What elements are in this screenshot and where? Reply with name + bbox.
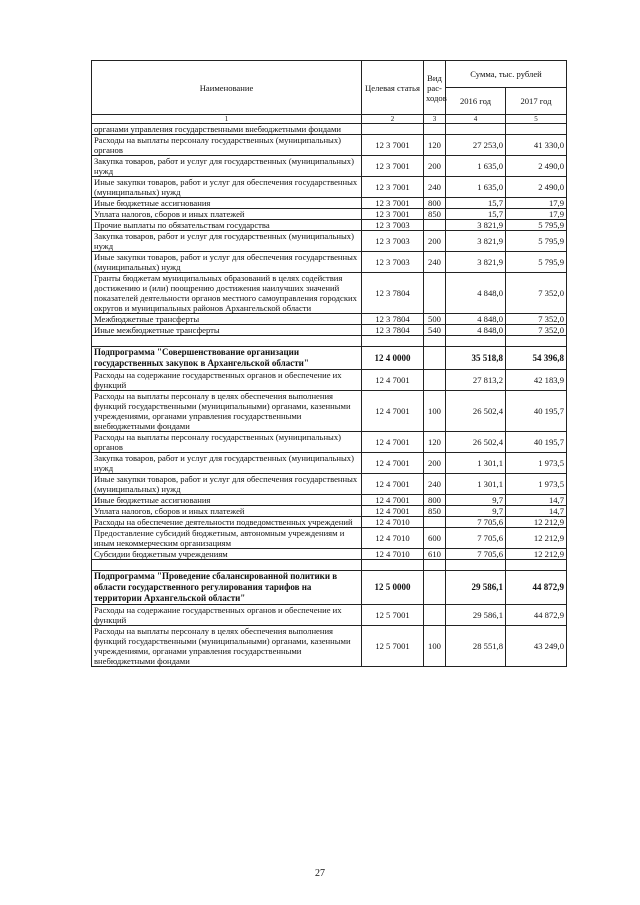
empty-cell bbox=[446, 336, 506, 347]
amount-2016-cell: 1 635,0 bbox=[446, 156, 506, 177]
target-article-cell: 12 4 7010 bbox=[362, 528, 424, 549]
table-body bbox=[92, 124, 567, 667]
amount-2016-cell: 4 848,0 bbox=[446, 325, 506, 336]
target-article-cell: 12 4 7001 bbox=[362, 432, 424, 453]
target-article-cell: 12 4 0000 bbox=[362, 347, 424, 370]
expense-type-cell: 240 bbox=[424, 474, 446, 495]
amount-2017-cell: 1 973,5 bbox=[506, 453, 567, 474]
item-name-cell: Расходы на выплаты персоналу государственных (муниципальных) органов bbox=[92, 135, 362, 156]
amount-2017-cell: 42 183,9 bbox=[506, 370, 567, 391]
target-article-cell: 12 5 7001 bbox=[362, 626, 424, 667]
header-row bbox=[92, 61, 567, 88]
expense-type-cell bbox=[424, 124, 446, 135]
empty-cell bbox=[446, 560, 506, 571]
target-article-cell: 12 3 7804 bbox=[362, 325, 424, 336]
item-name-cell: Иные бюджетные ассигнования bbox=[92, 198, 362, 209]
column-number: 2 bbox=[362, 115, 424, 124]
table-row bbox=[92, 273, 567, 314]
amount-2016-cell: 15,7 bbox=[446, 209, 506, 220]
expense-type-cell: 600 bbox=[424, 528, 446, 549]
spacer-row bbox=[92, 560, 567, 571]
amount-2016-cell: 3 821,9 bbox=[446, 231, 506, 252]
amount-2017-cell: 44 872,9 bbox=[506, 571, 567, 605]
amount-2016-cell: 26 502,4 bbox=[446, 432, 506, 453]
amount-2017-cell: 40 195,7 bbox=[506, 432, 567, 453]
expense-type-cell: 850 bbox=[424, 209, 446, 220]
item-name-cell: Расходы на обеспечение деятельности подведомственных учреждений bbox=[92, 517, 362, 528]
amount-2016-cell: 3 821,9 bbox=[446, 220, 506, 231]
table-row bbox=[92, 495, 567, 506]
item-name-cell: Закупка товаров, работ и услуг для государственных (муниципальных) нужд bbox=[92, 453, 362, 474]
amount-2017-cell: 12 212,9 bbox=[506, 517, 567, 528]
amount-2017-cell: 54 396,8 bbox=[506, 347, 567, 370]
target-article-cell: 12 3 7804 bbox=[362, 314, 424, 325]
amount-2017-cell: 5 795,9 bbox=[506, 231, 567, 252]
expense-type-cell: 500 bbox=[424, 314, 446, 325]
amount-2017-cell: 14,7 bbox=[506, 506, 567, 517]
column-number: 1 bbox=[92, 115, 362, 124]
empty-cell bbox=[506, 560, 567, 571]
amount-2016-cell: 27 253,0 bbox=[446, 135, 506, 156]
expense-type-cell bbox=[424, 347, 446, 370]
amount-2017-cell: 7 352,0 bbox=[506, 314, 567, 325]
empty-cell bbox=[424, 336, 446, 347]
table-row bbox=[92, 474, 567, 495]
item-name-cell: Расходы на выплаты персоналу в целях обеспечения выполнения функций государственными (муниципальными) органами, казенными учреждениями, органами управления государственными внебюджетными фондами bbox=[92, 391, 362, 432]
expense-type-cell: 850 bbox=[424, 506, 446, 517]
item-name-cell: Расходы на выплаты персоналу в целях обеспечения выполнения функций государственными (муниципальными) органами, казенными учреждениями, органами управления государственными внебюджетными фондами bbox=[92, 626, 362, 667]
amount-2016-cell: 27 813,2 bbox=[446, 370, 506, 391]
budget-table bbox=[91, 60, 567, 667]
item-name-cell: Предоставление субсидий бюджетным, автономным учреждениям и иным некоммерческим организациям bbox=[92, 528, 362, 549]
amount-2017-cell: 12 212,9 bbox=[506, 528, 567, 549]
table-row bbox=[92, 252, 567, 273]
header-expense-type: Вид рас-ходов bbox=[424, 61, 446, 115]
amount-2017-cell: 5 795,9 bbox=[506, 252, 567, 273]
target-article-cell: 12 4 7010 bbox=[362, 549, 424, 560]
amount-2016-cell bbox=[446, 124, 506, 135]
target-article-cell: 12 5 0000 bbox=[362, 571, 424, 605]
amount-2017-cell: 12 212,9 bbox=[506, 549, 567, 560]
empty-cell bbox=[506, 336, 567, 347]
target-article-cell: 12 4 7001 bbox=[362, 474, 424, 495]
target-article-cell: 12 3 7003 bbox=[362, 252, 424, 273]
expense-type-cell: 240 bbox=[424, 252, 446, 273]
table-row bbox=[92, 325, 567, 336]
target-article-cell: 12 4 7001 bbox=[362, 391, 424, 432]
item-name-cell: Закупка товаров, работ и услуг для государственных (муниципальных) нужд bbox=[92, 231, 362, 252]
amount-2016-cell: 15,7 bbox=[446, 198, 506, 209]
amount-2017-cell: 2 490,0 bbox=[506, 156, 567, 177]
amount-2016-cell: 4 848,0 bbox=[446, 314, 506, 325]
target-article-cell: 12 3 7804 bbox=[362, 273, 424, 314]
amount-2017-cell: 17,9 bbox=[506, 198, 567, 209]
item-name-cell: Подпрограмма "Проведение сбалансированной политики в области государственного регулирования тарифов на территории Архангельской области" bbox=[92, 571, 362, 605]
item-name-cell: Гранты бюджетам муниципальных образований в целях содействия достижению и (или) поощрению достижения наилучших значений показателей деятельности органов местного самоуправления городских округов и муниципальных районов Архангельской области bbox=[92, 273, 362, 314]
amount-2016-cell: 29 586,1 bbox=[446, 571, 506, 605]
target-article-cell: 12 3 7001 bbox=[362, 135, 424, 156]
expense-type-cell: 610 bbox=[424, 549, 446, 560]
item-name-cell: Закупка товаров, работ и услуг для государственных (муниципальных) нужд bbox=[92, 156, 362, 177]
target-article-cell: 12 3 7003 bbox=[362, 220, 424, 231]
spacer-row bbox=[92, 336, 567, 347]
target-article-cell: 12 5 7001 bbox=[362, 605, 424, 626]
expense-type-cell: 240 bbox=[424, 177, 446, 198]
table-row bbox=[92, 124, 567, 135]
item-name-cell: Расходы на содержание государственных органов и обеспечение их функций bbox=[92, 605, 362, 626]
table-row bbox=[92, 209, 567, 220]
item-name-cell: Расходы на выплаты персоналу государственных (муниципальных) органов bbox=[92, 432, 362, 453]
empty-cell bbox=[362, 560, 424, 571]
empty-cell bbox=[424, 560, 446, 571]
item-name-cell: Иные закупки товаров, работ и услуг для обеспечения государственных (муниципальных) нужд bbox=[92, 252, 362, 273]
amount-2016-cell: 7 705,6 bbox=[446, 517, 506, 528]
table-row bbox=[92, 177, 567, 198]
column-number: 3 bbox=[424, 115, 446, 124]
target-article-cell: 12 4 7001 bbox=[362, 453, 424, 474]
item-name-cell: Прочие выплаты по обязательствам государства bbox=[92, 220, 362, 231]
amount-2016-cell: 35 518,8 bbox=[446, 347, 506, 370]
target-article-cell bbox=[362, 124, 424, 135]
item-name-cell: Иные межбюджетные трансферты bbox=[92, 325, 362, 336]
item-name-cell: Субсидии бюджетным учреждениям bbox=[92, 549, 362, 560]
target-article-cell: 12 3 7001 bbox=[362, 209, 424, 220]
table-row bbox=[92, 528, 567, 549]
item-name-cell: Межбюджетные трансферты bbox=[92, 314, 362, 325]
amount-2016-cell: 4 848,0 bbox=[446, 273, 506, 314]
empty-cell bbox=[362, 336, 424, 347]
expense-type-cell: 100 bbox=[424, 391, 446, 432]
target-article-cell: 12 3 7003 bbox=[362, 231, 424, 252]
table-row bbox=[92, 453, 567, 474]
target-article-cell: 12 4 7001 bbox=[362, 495, 424, 506]
amount-2016-cell: 29 586,1 bbox=[446, 605, 506, 626]
amount-2017-cell: 5 795,9 bbox=[506, 220, 567, 231]
table-row bbox=[92, 605, 567, 626]
header-target-article: Целевая статья bbox=[362, 61, 424, 115]
expense-type-cell: 200 bbox=[424, 156, 446, 177]
expense-type-cell bbox=[424, 571, 446, 605]
expense-type-cell: 120 bbox=[424, 135, 446, 156]
subprogram-row bbox=[92, 347, 567, 370]
amount-2017-cell: 1 973,5 bbox=[506, 474, 567, 495]
amount-2017-cell: 14,7 bbox=[506, 495, 567, 506]
subprogram-row bbox=[92, 571, 567, 605]
expense-type-cell bbox=[424, 517, 446, 528]
item-name-cell: органами управления государственными внебюджетными фондами bbox=[92, 124, 362, 135]
expense-type-cell: 100 bbox=[424, 626, 446, 667]
column-numbers-row bbox=[92, 115, 567, 124]
column-number: 5 bbox=[506, 115, 567, 124]
amount-2017-cell: 40 195,7 bbox=[506, 391, 567, 432]
expense-type-cell: 120 bbox=[424, 432, 446, 453]
amount-2016-cell: 7 705,6 bbox=[446, 528, 506, 549]
amount-2017-cell: 2 490,0 bbox=[506, 177, 567, 198]
amount-2016-cell: 26 502,4 bbox=[446, 391, 506, 432]
target-article-cell: 12 4 7010 bbox=[362, 517, 424, 528]
expense-type-cell: 200 bbox=[424, 231, 446, 252]
table-row bbox=[92, 314, 567, 325]
table-row bbox=[92, 198, 567, 209]
amount-2017-cell: 44 872,9 bbox=[506, 605, 567, 626]
table-row bbox=[92, 517, 567, 528]
amount-2017-cell: 7 352,0 bbox=[506, 325, 567, 336]
amount-2016-cell: 28 551,8 bbox=[446, 626, 506, 667]
amount-2016-cell: 1 301,1 bbox=[446, 474, 506, 495]
expense-type-cell bbox=[424, 605, 446, 626]
amount-2016-cell: 1 635,0 bbox=[446, 177, 506, 198]
item-name-cell: Иные закупки товаров, работ и услуг для обеспечения государственных (муниципальных) нужд bbox=[92, 177, 362, 198]
amount-2016-cell: 7 705,6 bbox=[446, 549, 506, 560]
header-sum: Сумма, тыс. рублей bbox=[446, 61, 567, 88]
amount-2017-cell: 17,9 bbox=[506, 209, 567, 220]
empty-cell bbox=[92, 560, 362, 571]
amount-2016-cell: 1 301,1 bbox=[446, 453, 506, 474]
header-name: Наименование bbox=[92, 61, 362, 115]
table-row bbox=[92, 156, 567, 177]
table-row bbox=[92, 135, 567, 156]
target-article-cell: 12 3 7001 bbox=[362, 198, 424, 209]
item-name-cell: Уплата налогов, сборов и иных платежей bbox=[92, 506, 362, 517]
target-article-cell: 12 4 7001 bbox=[362, 370, 424, 391]
table-row bbox=[92, 506, 567, 517]
amount-2016-cell: 3 821,9 bbox=[446, 252, 506, 273]
header-year-2017: 2017 год bbox=[506, 88, 567, 115]
target-article-cell: 12 3 7001 bbox=[362, 156, 424, 177]
expense-type-cell bbox=[424, 370, 446, 391]
table-row bbox=[92, 231, 567, 252]
amount-2017-cell: 7 352,0 bbox=[506, 273, 567, 314]
amount-2017-cell: 43 249,0 bbox=[506, 626, 567, 667]
table-row bbox=[92, 432, 567, 453]
table-row bbox=[92, 626, 567, 667]
table-row bbox=[92, 549, 567, 560]
item-name-cell: Расходы на содержание государственных органов и обеспечение их функций bbox=[92, 370, 362, 391]
header-year-2016: 2016 год bbox=[446, 88, 506, 115]
page-number: 27 bbox=[315, 868, 325, 879]
expense-type-cell: 200 bbox=[424, 453, 446, 474]
item-name-cell: Иные закупки товаров, работ и услуг для обеспечения государственных (муниципальных) нужд bbox=[92, 474, 362, 495]
expense-type-cell: 540 bbox=[424, 325, 446, 336]
amount-2017-cell: 41 330,0 bbox=[506, 135, 567, 156]
column-number: 4 bbox=[446, 115, 506, 124]
target-article-cell: 12 4 7001 bbox=[362, 506, 424, 517]
target-article-cell: 12 3 7001 bbox=[362, 177, 424, 198]
amount-2016-cell: 9,7 bbox=[446, 495, 506, 506]
table-row bbox=[92, 370, 567, 391]
item-name-cell: Иные бюджетные ассигнования bbox=[92, 495, 362, 506]
amount-2016-cell: 9,7 bbox=[446, 506, 506, 517]
expense-type-cell bbox=[424, 273, 446, 314]
item-name-cell: Уплата налогов, сборов и иных платежей bbox=[92, 209, 362, 220]
amount-2017-cell bbox=[506, 124, 567, 135]
item-name-cell: Подпрограмма "Совершенствование организации государственных закупок в Архангельской области" bbox=[92, 347, 362, 370]
table-row bbox=[92, 220, 567, 231]
expense-type-cell: 800 bbox=[424, 495, 446, 506]
table-row bbox=[92, 391, 567, 432]
expense-type-cell bbox=[424, 220, 446, 231]
expense-type-cell: 800 bbox=[424, 198, 446, 209]
empty-cell bbox=[92, 336, 362, 347]
